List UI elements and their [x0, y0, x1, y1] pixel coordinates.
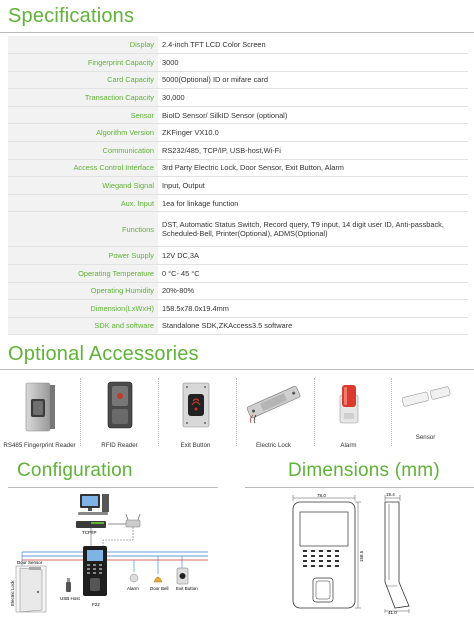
spec-value: 2.4-inch TFT LCD Color Screen	[158, 36, 468, 54]
spec-row	[8, 159, 468, 177]
spec-row	[8, 212, 468, 247]
spec-label: Transaction Capacity	[8, 89, 158, 107]
spec-label: Wiegand Signal	[8, 177, 158, 195]
accessory-sensor	[388, 375, 463, 450]
spec-row	[8, 265, 468, 283]
dimensions-diagram	[245, 490, 470, 615]
spec-label: SDK and software	[8, 317, 158, 335]
accessory-rfid-reader	[82, 375, 157, 450]
accessory-label: RFID Reader	[101, 442, 138, 449]
door-bell-label: Door Bell	[150, 586, 169, 591]
accessory-exit-button	[158, 375, 233, 450]
specifications-title: Specifications	[8, 5, 135, 27]
spec-label: Operating Humidity	[8, 282, 158, 300]
electric-lock-icon	[243, 381, 305, 425]
spec-row	[8, 317, 468, 335]
accessory-separator	[80, 378, 81, 446]
spec-row	[8, 54, 468, 72]
configuration-divider	[8, 487, 218, 488]
accessory-label: Sensor	[415, 434, 436, 441]
spec-label: Display	[8, 36, 158, 54]
spec-row	[8, 247, 468, 265]
alarm-siren-icon	[334, 381, 364, 429]
spec-row	[8, 71, 468, 89]
spec-row	[8, 282, 468, 300]
device-model-label: F22	[92, 602, 100, 607]
spec-value: 3rd Party Electric Lock, Door Sensor, Exit Button, Alarm	[158, 159, 468, 177]
spec-value: 20%-80%	[158, 282, 468, 300]
door-sensor-label: Door Sensor	[17, 560, 43, 565]
accessory-label: Alarm	[340, 442, 357, 449]
accessory-alarm	[311, 375, 386, 450]
accessory-label: RS485 Fingerprint Reader	[3, 442, 76, 449]
accessories-divider	[0, 369, 474, 370]
exit-button-icon	[181, 381, 211, 429]
specifications-table	[8, 36, 468, 335]
spec-row	[8, 124, 468, 142]
bottom-depth-dimension: 41.0	[388, 610, 397, 615]
door-sensor-icon	[398, 381, 454, 411]
spec-value: Input, Output	[158, 177, 468, 195]
spec-value: RS232/485, TCP/IP, USB-host,Wi-Fi	[158, 142, 468, 160]
depth-dimension: 19.4	[386, 492, 395, 497]
dimensions-title: Dimensions (mm)	[288, 460, 440, 481]
spec-row	[8, 194, 468, 212]
spec-value: ZKFinger VX10.0	[158, 124, 468, 142]
spec-label: Operating Temperature	[8, 265, 158, 283]
spec-label: Aux. Input	[8, 194, 158, 212]
spec-value: 0 °C- 45 °C	[158, 265, 468, 283]
spec-label: Algorithm Version	[8, 124, 158, 142]
spec-label: Communication	[8, 142, 158, 160]
spec-value: 5000(Optional) ID or mifare card	[158, 71, 468, 89]
alarm-label: Alarm	[127, 586, 139, 591]
spec-label: Card Capacity	[8, 71, 158, 89]
spec-value: 1ea for linkage function	[158, 194, 468, 212]
spec-label: Access Control Interface	[8, 159, 158, 177]
accessory-electric-lock	[236, 375, 311, 450]
spec-row	[8, 142, 468, 160]
height-dimension: 158.5	[359, 550, 364, 562]
spec-value: DST, Automatic Status Switch, Record query, T9 input, 14 digit user ID, Anti-passback, Scheduled-Bell, Printer(Optional), ADMS(Optional)	[158, 212, 468, 247]
electric-lock-label: Electric Lock	[10, 580, 15, 606]
accessory-rs485-reader	[2, 375, 77, 450]
spec-label: Dimension(LxWxH)	[8, 300, 158, 318]
spec-label: Sensor	[8, 106, 158, 124]
spec-row	[8, 300, 468, 318]
spec-value: 158.5x78.0x19.4mm	[158, 300, 468, 318]
spec-value: Standalone SDK,ZKAccess3.5 software	[158, 317, 468, 335]
configuration-title: Configuration	[17, 460, 133, 481]
fingerprint-reader-icon	[22, 381, 58, 433]
spec-row	[8, 89, 468, 107]
spec-row	[8, 106, 468, 124]
spec-label: Fingerprint Capacity	[8, 54, 158, 72]
spec-value: 12V DC,3A	[158, 247, 468, 265]
spec-row	[8, 36, 468, 54]
width-dimension: 78.0	[317, 493, 326, 498]
accessory-label: Exit Button	[180, 442, 211, 449]
accessory-label: Electric Lock	[255, 442, 292, 449]
usb-host-label: USB Host	[60, 596, 80, 601]
spec-row	[8, 177, 468, 195]
spec-label: Functions	[8, 212, 158, 247]
dimensions-divider	[245, 487, 474, 488]
spec-value: 3000	[158, 54, 468, 72]
spec-value: 30,000	[158, 89, 468, 107]
rfid-reader-icon	[105, 381, 135, 429]
accessories-title: Optional Accessories	[8, 343, 199, 365]
exit-button-label: Exit Button	[176, 586, 198, 591]
tcpip-label: TCP/IP	[82, 530, 97, 535]
spec-value: BioID Sensor/ SilkID Sensor (optional)	[158, 106, 468, 124]
configuration-diagram	[8, 490, 228, 615]
spec-divider	[0, 32, 474, 33]
spec-label: Power Supply	[8, 247, 158, 265]
